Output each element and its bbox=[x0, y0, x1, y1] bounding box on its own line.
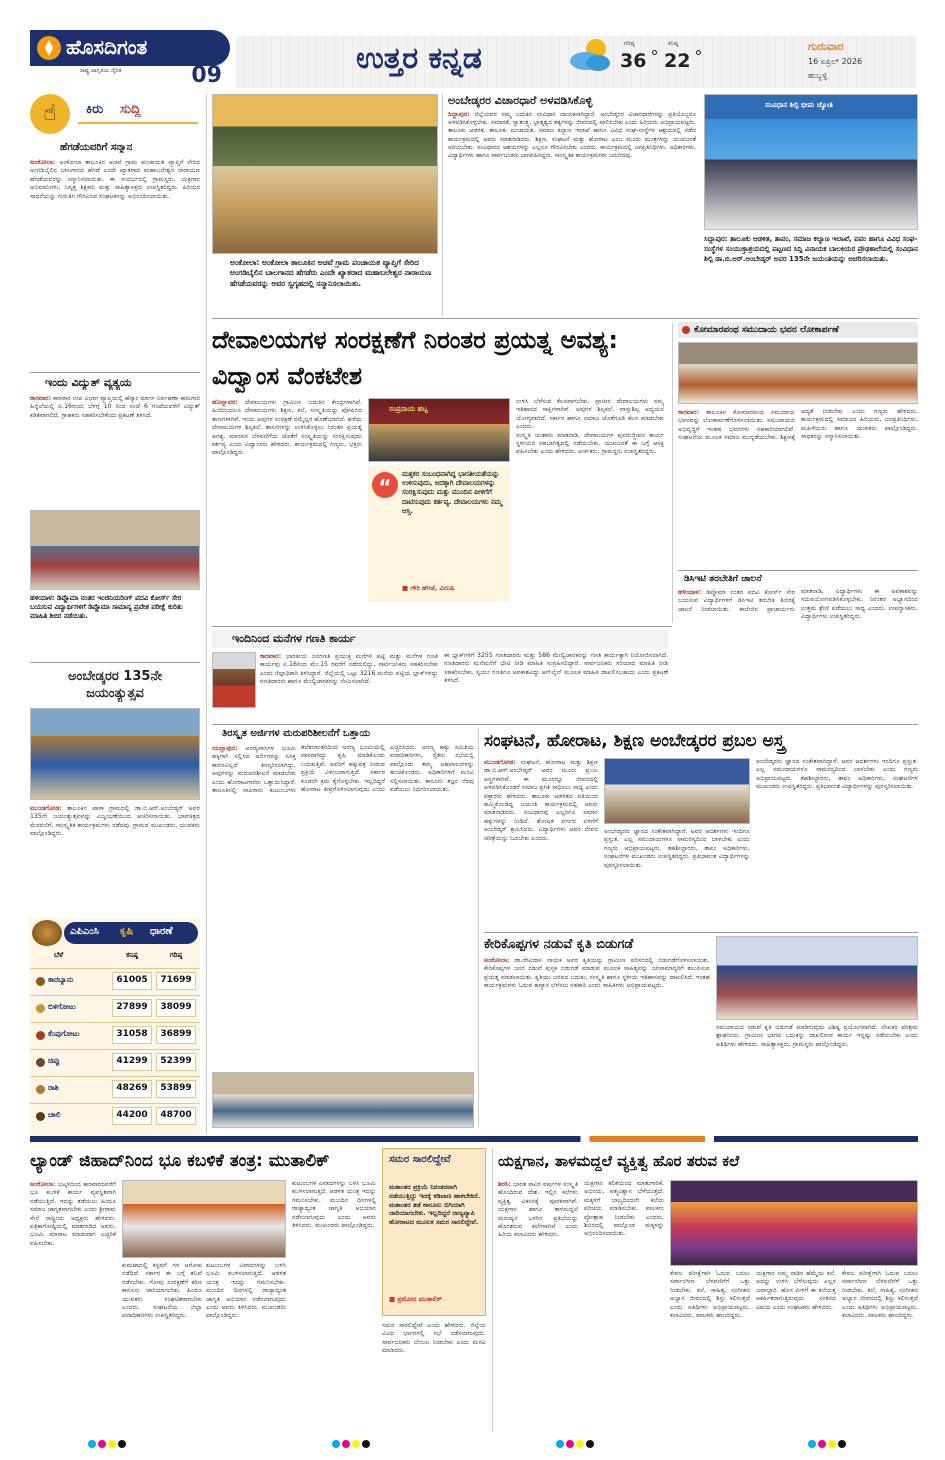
sanghatane-body-col1 bbox=[484, 758, 598, 928]
registration-marks bbox=[332, 1440, 382, 1450]
samara-box-title: ಸಮರ ಸಾರಲಿದ್ದೇವೆ bbox=[389, 1154, 451, 1165]
stage-banner-text: ಸಂವಿಧಾನ ಶಿಲ್ಪಿ ಭೀಮ ಜ್ಯೋತಿ bbox=[765, 101, 833, 109]
col-min: ಕನಿಷ್ಠ bbox=[126, 951, 138, 959]
temple-event-photo bbox=[368, 398, 510, 462]
crop-name: ಕಾರಬ್ಯಾನು bbox=[48, 975, 74, 984]
apmc-price-table bbox=[30, 918, 200, 1136]
body-text: ತಾಲೂಕಿನ ಪಾಳಾ ಗ್ರಾಮದಲ್ಲಿ ಡಾ.ಬಿ.ಆರ್.ಅಂಬೇಡ್ಕರ್ ಅವರ 135ನೇ ಜಯಂತ್ಯುತ್ಸವವನ್ನು ವಿಜೃಂಭಣೆಯಿಂದ ಆಚರಿಸಲಾಯಿತು. ಭಾವಚಿತ್ರದ ಮೆರವಣಿಗೆ, ಸಾಂಸ್ಕೃತಿಕ ಕಾರ್ಯಕ್ರಮಗಳು ನಡೆದವು. ಗ್ರಾಮದ ಮುಖಂಡರು, ಯುವಕರು ಪಾಲ್ಗೊಂಡಿದ್ದರು. bbox=[30, 805, 200, 838]
col-crop: ಬೆಳೆ bbox=[54, 951, 64, 959]
body-text: ಡಾ.ದೇವಿದಾಸ ನಾಯಕ ಅವರ ಕೃತಿಯನ್ನು ಗ್ರಾಮೀಣ ಪರಿಸರದಲ್ಲಿ ಬಿಡುಗಡೆಗೊಳಿಸಲಾಯಿತು. ಕೇರಿಕೊಪ್ಪಗಳ ಜನರ ನಡುವೆ ಪುಸ್ತಕ ಬಿಡುಗಡೆ ಮಾಡುವ ಮೂಲಕ ಸಾಹಿತ್ಯವನ್ನು ಜನಸಾಮಾನ್ಯರಿಗೆ ತಲುಪಿಸುವ ಪ್ರಯತ್ನ ಮಾಡಲಾಯಿತು. ಕೃತಿಯು ಜನಪದ ಬದುಕು, ಸಂಸ್ಕೃತಿ ಹಾಗೂ ಸ್ಥಳೀಯ ಇತಿಹಾಸವನ್ನು ದಾಖಲಿಸಿದೆ. ಇಂತಹ ಕಾರ್ಯಕ್ರಮಗಳು ಓದುವ ಹವ್ಯಾಸ ಬೆಳೆಸಲು ಸಹಕಾರಿ ಎಂದು ಸಾಹಿತಿಗಳು ಅಭಿಪ್ರಾಯಪಟ್ಟರು. bbox=[484, 957, 710, 990]
crop-name: ಬಿಳಿಗೋಟು bbox=[48, 1002, 76, 1011]
page-number: 09 bbox=[191, 64, 222, 88]
min-price: 44200 bbox=[116, 1110, 148, 1120]
kirusuddi-header bbox=[30, 94, 200, 138]
brief-3-headline: ಅಂಬೇಡ್ಕರರ 135ನೇ ಜಯಂತ್ಯುತ್ಸವ bbox=[68, 669, 162, 701]
body-text: ಜಿಲ್ಲೆಯವರ ನಮ್ಮ ಬದುಕಿನ ಸಂವಿಧಾನ ದಾಯಕನಾಗಿದ್ದಾರೆ. ಅಂಬೇಡ್ಕರರ ವಿಚಾರಧಾರೆಗಳನ್ನು ಪ್ರತಿಯೊಬ್ಬರೂ ಅಳವಡಿಸಿಕೊಳ್ಳಬೇಕು. ಸಮಾನತೆ, ಸ್ವಾತಂತ್ರ್ಯ, ಭ್ರಾತೃತ್ವದ ತತ್ವಗಳನ್ನು ಜೀವನದಲ್ಲಿ ಪಾಲಿಸಬೇಕು ಎಂದು ಹಿರಿಯರು ಅಭಿಪ್ರಾಯಪಟ್ಟರು. ತಾಲೂಕು ಆಡಳಿತ, ತಾಲೂಕು ಪಂಚಾಯತ, ಸಮಾಜ ಕಲ್ಯಾಣ ಇಲಾಖೆ ಹಾಗೂ ವಿವಿಧ ಸಂಘ-ಸಂಸ್ಥೆಗಳ ಆಶ್ರಯದಲ್ಲಿ ನಡೆದ ಕಾರ್ಯಕ್ರಮದಲ್ಲಿ ಅವರು ಮಾತನಾಡಿದರು. ಶಿಕ್ಷಣ, ಸಂಘಟನೆ ಮತ್ತು ಹೋರಾಟ ಎಂಬ ಮೂರು ಮಂತ್ರಗಳನ್ನು ಯುವಜನತೆ ಅರಿಯಬೇಕು. ಸಂವಿಧಾನದ ಆಶಯಗಳನ್ನು ಎಲ್ಲರೂ ಗೌರವಿಸಬೇಕು ಎಂದರು. ಕಾರ್ಯಕ್ರಮದಲ್ಲಿ ಜನಪ್ರತಿನಿಧಿಗಳು, ಅಧಿಕಾರಿಗಳು, ವಿದ್ಯಾರ್ಥಿಗಳು ಹಾಗೂ ಸಾರ್ವಜನಿಕರು ಭಾಗವಹಿಸಿದ್ದರು. ಸಾಂಸ್ಕೃತಿಕ ಕಾರ್ಯಕ್ರಮಗಳು ಜರುಗಿದವು. bbox=[448, 111, 696, 160]
hand-icon: ☝ bbox=[30, 94, 70, 134]
col-max: ಗರಿಷ್ಠ bbox=[169, 951, 183, 959]
temp-min-label: ಕನಿಷ್ಠ bbox=[668, 40, 679, 47]
yakshagana-body-col3: ಕೇವಲ ಪರೀಕ್ಷೆಗಾಗಿ ಓದುವ ಬದಲು ಸರ್ವಾಂಗೀಣ ಬೆಳವಣಿಗೆಗೆ ಒತ್ತು ನೀಡಬೇಕು. ಕಲೆ, ಸಾಹಿತ್ಯ, ಸಂಗೀತದ ಅಭ್ಯಾಸ ಜೀವನದಲ್ಲಿ ಶಿಸ್ತು ಕಲಿಸುತ್ತದೆ ಎಂದು ಅತಿಥಿಗಳು ಅಭಿಪ್ರಾಯಪಟ್ಟರು. ಕಲಾವಿದರು, ಪಾಲಕರು ಹಾಜರಿದ್ದರು. bbox=[670, 1270, 750, 1320]
max-price: 38099 bbox=[160, 1002, 192, 1012]
samara-box-body: ಮತಾಂತರ ಪ್ರಕ್ರಿಯೆ ನಿರಂತರವಾಗಿ ನಡೆಯುತ್ತಿದ್ದು ಇದಕ್ಕೆ ಕಡಿವಾಣ ಹಾಕಬೇಕಿದೆ. ಮತಾಂತರ ತಡೆ ಕಾನೂನು ಬಿಗಿಯಾಗಿ ಜಾರಿಯಾಗಬೇಕು. ಇಲ್ಲದಿದ್ದರೆ ರಾಜ್ಯವ್ಯಾಪಿ ಹೋರಾಟದ ಮೂಲಕ ಸಮರ ಸಾರಲಿದ್ದೇವೆ. bbox=[389, 1183, 481, 1227]
areca-bullet-icon bbox=[36, 977, 45, 986]
crop-name: ರಾಶಿ bbox=[48, 1083, 59, 1092]
areca-icon bbox=[32, 920, 62, 946]
land-jihad-body-col5: ಸಮರ ಸಾರಲಿದ್ದೇವೆ ಎಂದು ಹೇಳಿದರು. ಜಿಲ್ಲೆಯ ವಿವಿಧ ಭಾಗಗಳಲ್ಲಿ ಸಭೆ ನಡೆಸಲಾಗುವುದು. ಸಾರ್ವಜನಿಕರು ಬೆಂಬಲ ನೀಡಬೇಕು ಎಂದು ಮನವಿ ಮಾಡಿದರು. bbox=[382, 1322, 486, 1355]
body-text: ಸಂಘಟನೆ, ಹೋರಾಟ ಮತ್ತು ಶಿಕ್ಷಣ ಡಾ.ಬಿ.ಆರ್.ಅಂಬೇಡ್ಕರ್ ಅವರ ಮೂರು ಪ್ರಬಲ ಅಸ್ತ್ರಗಳಾಗಿವೆ. ಈ ಮೂರನ್ನೂ ಜೀವನದಲ್ಲಿ ಅಳವಡಿಸಿಕೊಂಡರೆ ಸಮಾಜ ಪ್ರಗತಿ ಸಾಧಿಸಲು ಸಾಧ್ಯ ಎಂದು ವಕ್ತಾರರು ಹೇಳಿದರು. ತಾಲೂಕು ಆಡಳಿತದ ವತಿಯಿಂದ ಹಮ್ಮಿಕೊಂಡಿದ್ದ ಜಯಂತಿ ಕಾರ್ಯಕ್ರಮದಲ್ಲಿ ಅವರು ಮಾತನಾಡಿದರು. ಸಂವಿಧಾನವು ಎಲ್ಲರಿಗೂ ಸಮಾನ ಹಕ್ಕುಗಳನ್ನು ನೀಡಿದೆ. ಶೋಷಿತ ವರ್ಗದ ಏಳಿಗೆಗೆ ಅಂಬೇಡ್ಕರ್ ಶ್ರಮಿಸಿದರು. ವಿದ್ಯಾರ್ಥಿಗಳು ಅವರ ಜೀವನ ಚರಿತ್ರೆಯನ್ನು ಓದಬೇಕು ಎಂದರು. bbox=[484, 759, 598, 842]
land-jihad-body-col4: ಕುಟುಂಬಗಳ ವಿವಾದಗಳನ್ನು ಬಳಸಿ ಭೂಮಿ ಕಬಳಿಸಲಾಗುತ್ತಿದೆ. ಆಡಳಿತ ಯಂತ್ರ ಇದನ್ನು ಗಮನಿಸಬೇಕು. ಮುಂದಿನ ದಿನಗಳಲ್ಲಿ ರಾಜ್ಯಾದ್ಯಂತ ಜಾಗೃತಿ ಅಭಿಯಾನ ನಡೆಸಲಾಗುವುದು ಎಂದು ಅವರು ತಿಳಿಸಿದರು. ಮುಖಂಡರು ಪಾಲ್ಗೊಂಡಿದ್ದರು. bbox=[292, 1180, 376, 1230]
masthead bbox=[0, 0, 945, 92]
rejected-applications-headline: ತಿರಸ್ಕೃತ ಅರ್ಜಿಗಳ ಮರುಪರಿಶೀಲನೆಗೆ ಒತ್ತಾಯ bbox=[222, 728, 371, 739]
census-headline: ಇಂದಿನಿಂದ ಮನೆಗಳ ಗಣತಿ ಕಾರ್ಯ bbox=[232, 632, 356, 645]
table-title-c: ಧಾರಣೆ bbox=[150, 926, 173, 937]
book-release-headline: ಕೇರಿಕೊಪ್ಪಗಳ ನಡುವೆ ಕೃತಿ ಬಿಡುಗಡೆ bbox=[484, 937, 634, 952]
min-price: 31058 bbox=[116, 1029, 148, 1039]
brief-2-headline: ಇಂದು ವಿದ್ಯುತ್ ವ್ಯತ್ಯಯ bbox=[45, 376, 132, 389]
areca-bullet-icon bbox=[36, 1112, 45, 1121]
registration-marks bbox=[88, 1440, 138, 1450]
felicitation-photo bbox=[212, 94, 438, 254]
brand-tagline: ರಾಷ್ಟ್ರ ಜಾಗೃತಿಯ ದೈನಿಕ bbox=[80, 68, 122, 74]
areca-bullet-icon bbox=[36, 1085, 45, 1094]
column-header-row bbox=[30, 950, 200, 964]
dateline: ಹಳಿಯಾಳ: bbox=[678, 588, 702, 596]
table-row bbox=[30, 1022, 200, 1046]
dcet-body bbox=[678, 588, 918, 728]
book-release-body bbox=[484, 956, 710, 1128]
yakshagana-body-col5: ಕೇವಲ ಪರೀಕ್ಷೆಗಾಗಿ ಓದುವ ಬದಲು ಸರ್ವಾಂಗೀಣ ಬೆಳವಣಿಗೆಗೆ ಒತ್ತು ನೀಡಬೇಕು. ಕಲೆ, ಸಾಹಿತ್ಯ, ಸಂಗೀತದ ಅಭ್ಯಾಸ ಜೀವನದಲ್ಲಿ ಶಿಸ್ತು ಕಲಿಸುತ್ತದೆ ಎಂದು ಅತಿಥಿಗಳು ಅಭಿಪ್ರಾಯಪಟ್ಟರು. ಕಲಾವಿದರು, ಪಾಲಕರು ಹಾಜರಿದ್ದರು. bbox=[842, 1270, 918, 1320]
official-portrait bbox=[212, 652, 256, 708]
dateline: ಅಂಕೋಲಾ: bbox=[30, 1180, 56, 1188]
yakshagana-body-col4: ಯಕ್ಷಗಾನ ನಮ್ಮ ನಾಡಿನ ಹೆಮ್ಮೆಯ ಕಲೆ. ಅದನ್ನು ಉಳಿಸಿ ಬೆಳೆಸುವುದು ಎಲ್ಲರ ಜವಾಬ್ದಾರಿ. ಹೊಸ ಪೀಳಿಗೆ ಈ ಕಲೆಯತ್ತ ಆಕರ್ಷಿತರಾಗುತ್ತಿರುವುದು ಸಂತಸದ ವಿಷಯ ಎಂದು ಸಂಘಟಕರು ಹೇಳಿದರು. bbox=[756, 1270, 836, 1311]
table-row bbox=[30, 1103, 200, 1127]
dateline: ಸಿದ್ದಾಪುರ: bbox=[448, 110, 470, 118]
body-text: ಅಂಕೋಲಾ ತಾಲೂಕಿನ ಅಚವೆ ಗ್ರಾಮ ಪಂಚಾಯತ ವ್ಯಾಪ್ತಿಗೆ ಸೇರಿದ ಅಂಗಡಿಬೈಲಿನ ಬಾಲಗಾನದ ಹೆಗಡೆ ಎಂದೇ ಖ್ಯಾತರಾದ ಮಹಾಬಲೇಶ್ವರ ನಾರಾಯಣ ಹೆಗಡೆಯವರನ್ನು ಸನ್ಮಾನಿಸಲಾಯಿತು. ಈ ಸಂದರ್ಭದಲ್ಲಿ ಗ್ರಾಮಸ್ಥರು, ಯಕ್ಷಗಾನ ಅಭಿಮಾನಿಗಳು, ನಿವೃತ್ತ ಶಿಕ್ಷಕರು ಮತ್ತು ಸಾಹಿತ್ಯಾಸಕ್ತರು ಉಪಸ್ಥಿತರಿದ್ದರು. ಹಿರಿಯರ ಸಾಧನೆಯನ್ನು ಗುರುತಿಸಿ ಗೌರವಿಸಿದ ಸಂಘಟಕರನ್ನು ಅಭಿನಂದಿಸಲಾಯಿತು. bbox=[30, 159, 200, 200]
pull-quote bbox=[368, 466, 510, 602]
body-text: ಭಾರತೀಯ ಜನಗಣತಿ ಪ್ರಯುಕ್ತ ಮನೆಗಳ ಪಟ್ಟಿ ಮತ್ತು ಮನೆಗಳ ಗಣತಿ ಕಾರ್ಯವು ಏ.16ರಿಂದ ಮೇ.15 ರವರೆಗೆ ನಡೆಯಲಿದ್ದು, ಸಾರ್ವಜನಿಕರು ಸಹಕರಿಸಬೇಕು ಎಂದು ಜಿಲ್ಲಾಧಿಕಾರಿ ತಿಳಿಸಿದ್ದಾರೆ. ಜಿಲ್ಲೆಯಲ್ಲಿ ಒಟ್ಟು 3216 ಮನೆಯ ಪಟ್ಟಿಯ ಬ್ಲಾಕ್‌ಗಳಿದ್ದು ಗಣತಿದಾರರು ಹಾಗೂ ಮೇಲ್ವಿಚಾರಕರನ್ನು ನೇಮಿಸಲಾಗಿದೆ. bbox=[260, 653, 438, 686]
komarapanth-body bbox=[678, 408, 918, 566]
dcet-headline: ಡಿಸಿಇಟಿ ತರಬೇತಿಗೆ ಚಾಲನೆ bbox=[684, 574, 762, 584]
max-price: 48700 bbox=[160, 1110, 192, 1120]
section-divider bbox=[30, 1136, 918, 1142]
dateline: ಕಾರವಾರ: bbox=[30, 394, 52, 402]
land-jihad-body-col1 bbox=[30, 1180, 116, 1430]
rejected-applications-body bbox=[212, 744, 474, 1066]
crop-name: ಚಿಪ್ಪು bbox=[48, 1056, 60, 1065]
brief-1-headline: ಹೆಗಡೆಯವರಿಗೆ ಸನ್ಮಾನ bbox=[60, 142, 133, 153]
areca-bullet-icon bbox=[36, 1058, 45, 1067]
samara-box bbox=[382, 1148, 486, 1316]
quote-author: ಗೌರಿ ಹೆಗಡೆ, ವಿದುಷಿ bbox=[410, 584, 455, 592]
temple-body-col1 bbox=[212, 398, 362, 622]
body-text: ಡಿಪ್ಲೊಮಾ ನಂತರ ಪದವಿ ಕೋರ್ಸ್ ಸೇರ ಬಯಸುವ ವಿದ್ಯಾರ್ಥಿಗಳಿಗೆ ಡಿಸಿಇಟಿ ತರಬೇತಿ ಶಿಬಿರಕ್ಕೆ ಚಾಲನೆ ನೀಡಲಾಯಿತು. ಕಾಲೇಜಿನ ಪ್ರಾಚಾರ್ಯರು ಮಾತನಾಡಿ, ವಿದ್ಯಾರ್ಥಿಗಳು ಈ ಅವಕಾಶವನ್ನು ಸದುಪಯೋಗಪಡಿಸಿಕೊಳ್ಳಬೇಕು. ನಿರಂತರ ಅಭ್ಯಾಸದಿಂದ ಉತ್ತಮ ಶ್ರೇಣಿ ಪಡೆಯಲು ಸಾಧ್ಯ ಎಂದರು. ಉಪನ್ಯಾಸಕರು, ವಿದ್ಯಾರ್ಥಿಗಳು ಉಪಸ್ಥಿತರಿದ್ದರು. bbox=[678, 588, 918, 621]
ambedkar-jayanti-stage-photo bbox=[704, 94, 918, 230]
table-row bbox=[30, 995, 200, 1019]
min-price: 61005 bbox=[116, 975, 148, 985]
registration-marks bbox=[556, 1440, 606, 1450]
brief-3-body bbox=[30, 804, 200, 914]
min-price: 41299 bbox=[116, 1056, 148, 1066]
body-text: ತಾಲೂಕಿನ ಕೋಮಾರಪಂಥ ಸಮುದಾಯ ಭವನವನ್ನು ಲೋಕಾರ್ಪಣೆಗೊಳಿಸಲಾಯಿತು. ಸಮುದಾಯದ ಅಭಿವೃದ್ಧಿಗೆ ಇಂತಹ ಭವನಗಳು ಸಹಕಾರಿಯಾಗಲಿವೆ. ಸಂಘಟನೆಯ ಮೂಲಕ ಸಮಾಜ ಮುನ್ನಡೆಯಬೇಕು. ಶಿಕ್ಷಣಕ್ಕೆ ಆದ್ಯತೆ ನೀಡಬೇಕು ಎಂದು ಗಣ್ಯರು ಹೇಳಿದರು. ಕಾರ್ಯಕ್ರಮದಲ್ಲಿ ಸಮಾಜದ ಹಿರಿಯರು, ಜನಪ್ರತಿನಿಧಿಗಳು, ಮಹಿಳೆಯರು ಹಾಗೂ ಯುವಕರು ಪಾಲ್ಗೊಂಡಿದ್ದರು. ಸಾಧಕರನ್ನು ಸನ್ಮಾನಿಸಲಾಯಿತು. bbox=[678, 408, 918, 442]
felicitation-caption: ಅಂಕೋಲಾ: ಅಂಕೋಲಾ ತಾಲೂಕಿನ ಅಚವೆ ಗ್ರಾಮ ಪಂಚಾಯತ ವ್ಯಾಪ್ತಿಗೆ ಸೇರಿದ ಅಂಗಡಿಬೈಲಿನ ಬಾಲಗಾನದ ಹೆಗಡೆರು ಎಂದೇ ಖ್ಯಾತರಾದ ಮಹಾಬಲೇಶ್ವರ ನಾರಾಯಣ ಹೆಗಡೆಯವರನ್ನು ಅವರ ಸ್ವಗೃಹದಲ್ಲಿ ಸನ್ಮಾನಿಸಲಾಯಿತು. bbox=[230, 258, 432, 288]
quote-text: ಮತ್ತಕರ ಸಂಬಂಧವಾಗಿದ್ದ ಭಾರತೀಯತೆಯನ್ನು ಉಳಿಸುವುದು, ಅದಕ್ಕಾಗಿ ದೇವಾಲಯಗಳನ್ನು ಸಂರಕ್ಷಿಸುವುದು ಮತ್ತು ಮುಂದಿನ ಪೀಳಿಗೆಗೆ ದಾಟಿಸುವುದು ಕರ್ತವ್ಯ. ದೇವಾಲಯಗಳು ನಮ್ಮ ಆಸ್ತಿ. bbox=[402, 470, 503, 515]
brand-logo-icon bbox=[36, 35, 62, 61]
body-text: ಭಟ್ಕಳದಿಂದ ಕಾರವಾರದವರೆಗೆ ಭೂ ಕಬಳಿಕೆ ಕಾರ್ಯ ವ್ಯವಸ್ಥಿತವಾಗಿ ನಡೆಯುತ್ತಿದೆ. ಇದನ್ನು ತಡೆಯಲು ಹಿಂದೂ ಸಮಾಜ ಜಾಗೃತವಾಗಬೇಕು ಎಂದು ಶ್ರೀರಾಮ ಸೇನೆ ರಾಷ್ಟ್ರೀಯ ಅಧ್ಯಕ್ಷರು ಹೇಳಿದರು. ಪತ್ರಿಕಾಗೋಷ್ಠಿಯಲ್ಲಿ ಮಾತನಾಡಿದ ಅವರು, ಭೂಮಿ ಮಾರಾಟ ಮಾಡುವಾಗ ಎಚ್ಚರಿಕೆ ವಹಿಸಬೇಕು. bbox=[30, 1181, 116, 1247]
brief-1-body bbox=[30, 158, 200, 368]
dateline: ಹೊನ್ನಾವರ: bbox=[212, 398, 238, 406]
edition-title: ಉತ್ತರ ಕನ್ನಡ bbox=[356, 41, 482, 76]
census-body-col1 bbox=[260, 652, 438, 718]
weekday: ಗುರುವಾರ bbox=[808, 40, 844, 53]
jayanti-procession-photo bbox=[30, 708, 200, 800]
body-text: ಭಾರತ ಸಾವಿರ ವರ್ಷಗಳ ಸಂಸ್ಕೃತಿ ಹೊಂದಿರುವ ದೇಶ. ಇಲ್ಲಿನ ಕಲೆಗಳು ವ್ಯಕ್ತಿತ್ವ ವಿಕಸನಕ್ಕೆ ಪೂರಕವಾಗಿವೆ. ಯಕ್ಷಗಾನ ಹಾಗೂ ತಾಳಮದ್ದಲೆ ಮನುಷ್ಯನ ಒಳಗಿನ ಪ್ರತಿಭೆಯನ್ನು ಹೊರತರುವ ಕಲೆಗಳಾಗಿವೆ ಎಂದು ಹಿರಿಯ ಕಲಾವಿದರು ಹೇಳಿದರು. bbox=[498, 1181, 578, 1239]
degree-icon bbox=[652, 50, 657, 55]
dateline: ಕಾರವಾರ: bbox=[260, 652, 282, 660]
land-jihad-body-col2: ಕುಮಟಾದಲ್ಲಿ ಕಸ್ಟಮ್ ಗಳ ಆರೋಪ ನಡೆದಿದೆ. ಸರ್ಕಾರ ಈ ಬಗ್ಗೆ ತನಿಖೆ ನಡೆಸಬೇಕು. ಗೋವು ಸಂರಕ್ಷಣೆಗೆ ಕಠಿಣ ಕಾನೂನು ಜಾರಿಯಾಗಬೇಕು. ಹಿಂದೂ ಯುವಕರು ಸಂಘಟಿತರಾಗಬೇಕು ಎಂದರು. ಸಂಘಟನೆಯ ಜಿಲ್ಲಾ ಪದಾಧಿಕಾರಿಗಳು ಉಪಸ್ಥಿತರಿದ್ದರು. bbox=[122, 1262, 202, 1320]
max-price: 71699 bbox=[160, 975, 192, 985]
table-row bbox=[30, 968, 200, 992]
dateline: ಮುಂಡಗೋಡ: bbox=[484, 758, 516, 766]
ambedkar-siddapur-body bbox=[448, 110, 696, 316]
areca-bullet-icon bbox=[36, 1004, 45, 1013]
table-row bbox=[30, 1049, 200, 1073]
max-price: 36899 bbox=[160, 1029, 192, 1039]
body-text: ದೇವಾಲಯಗಳು ಗ್ರಾಮೀಣ ಬದುಕಿನ ಕೇಂದ್ರಗಳಾಗಿವೆ. ಹಿಂದಿನಿಂದಲೂ ದೇವಾಲಯಗಳು ಶಿಕ್ಷಣ, ಕಲೆ, ಸಂಸ್ಕೃತಿಯನ್ನು ಪೋಷಿಸಿದ ತಾಣಗಳಾಗಿವೆ. ಇಂದು ಅವುಗಳ ಸಂರಕ್ಷಣೆ ನಮ್ಮೆಲ್ಲರ ಹೊಣೆಯಾಗಿದೆ. ಹಳೆಯ ದೇವಾಲಯಗಳ ಶಿಲ್ಪಕಲೆ, ಶಾಸನಗಳನ್ನು ಉಳಿಸಿಕೊಳ್ಳಲು ನಿರಂತರ ಪ್ರಯತ್ನ ಅಗತ್ಯ. ಮಾನವನ ಬೆಳವಣಿಗೆಯ ಜೊತೆಗೆ ಸಂಸ್ಕೃತಿಯನ್ನು ಸಂರಕ್ಷಿಸುವುದು ಕರ್ತವ್ಯ ಎಂದು ವಿದ್ವಾಂಸರು ಹೇಳಿದರು. ಕಾರ್ಯಕ್ರಮದಲ್ಲಿ ಗಣ್ಯರು, ಭಕ್ತರು ಪಾಲ್ಗೊಂಡಿದ್ದರು. bbox=[212, 399, 362, 457]
samara-box-byline: ■ ಪ್ರಮೋದ ಮುತಾಲಿಕ್ bbox=[389, 1295, 442, 1303]
land-jihad-body-col3: ಕುಟುಂಬಗಳ ವಿವಾದಗಳನ್ನು ಬಳಸಿ ಭೂಮಿ ಕಬಳಿಸಲಾಗುತ್ತಿದೆ. ಆಡಳಿತ ಯಂತ್ರ ಇದನ್ನು ಗಮನಿಸಬೇಕು. ಮುಂದಿನ ದಿನಗಳಲ್ಲಿ ರಾಜ್ಯಾದ್ಯಂತ ಜಾಗೃತಿ ಅಭಿಯಾನ ನಡೆಸಲಾಗುವುದು ಎಂದು ಅವರು ತಿಳಿಸಿದರು. ಮುಖಂಡರು ಪಾಲ್ಗೊಂಡಿದ್ದರು. bbox=[206, 1262, 286, 1320]
yakshagana-body-col1 bbox=[498, 1180, 578, 1430]
partly-cloudy-icon bbox=[562, 34, 618, 74]
brand-name: ಹೊಸದಿಗಂತ bbox=[66, 35, 148, 59]
community-hall-photo bbox=[678, 342, 918, 404]
min-price: 48269 bbox=[116, 1083, 148, 1093]
table-title-a: ಎಪಿಎಂಸಿ bbox=[70, 926, 99, 937]
book-release-photo bbox=[716, 936, 918, 1020]
sanghatane-body-col2: ಅಂಬೇಡ್ಕರರು ಜ್ಞಾನದ ಸಂಕೇತವಾಗಿದ್ದಾರೆ. ಅವರ ಆದರ್ಶಗಳು ಇಂದಿಗೂ ಪ್ರಸ್ತುತ. ಎಲ್ಲ ಸಮುದಾಯಗಳೂ ಸಾಮರಸ್ಯದಿಂದ ಬಾಳಬೇಕು ಎಂದು ಗಣ್ಯರು ಅಭಿಪ್ರಾಯಪಟ್ಟರು. ತಹಶೀಲ್ದಾರರು, ತಾಪಂ ಅಧಿಕಾರಿಗಳು, ಸಂಘಟನೆಗಳ ಮುಖಂಡರು ಉಪಸ್ಥಿತರಿದ್ದರು. ಪ್ರತಿಭಾವಂತ ವಿದ್ಯಾರ್ಥಿಗಳನ್ನು ಪುರಸ್ಕರಿಸಲಾಯಿತು. bbox=[604, 828, 750, 869]
max-price: 52399 bbox=[160, 1056, 192, 1066]
samara-box-author: ಪ್ರಮೋದ ಮುತಾಲಿಕ್ bbox=[397, 1295, 442, 1303]
max-price: 53899 bbox=[160, 1083, 192, 1093]
event-banner: ಸಂಪ್ರದಾಯ ಹಬ್ಬ bbox=[389, 405, 428, 413]
students-group-photo bbox=[30, 510, 200, 590]
sanghatane-body-col3: ಅಂಬೇಡ್ಕರರು ಜ್ಞಾನದ ಸಂಕೇತವಾಗಿದ್ದಾರೆ. ಅವರ ಆದರ್ಶಗಳು ಇಂದಿಗೂ ಪ್ರಸ್ತುತ. ಎಲ್ಲ ಸಮುದಾಯಗಳೂ ಸಾಮರಸ್ಯದಿಂದ ಬಾಳಬೇಕು ಎಂದು ಗಣ್ಯರು ಅಭಿಪ್ರಾಯಪಟ್ಟರು. ತಹಶೀಲ್ದಾರರು, ತಾಪಂ ಅಧಿಕಾರಿಗಳು, ಸಂಘಟನೆಗಳ ಮುಖಂಡರು ಉಪಸ್ಥಿತರಿದ್ದರು. ಪ್ರತಿಭಾವಂತ ವಿದ್ಯಾರ್ಥಿಗಳನ್ನು ಪುರಸ್ಕರಿಸಲಾಯಿತು. bbox=[756, 758, 918, 791]
brand-block bbox=[30, 30, 230, 88]
crop-name: ಚಾಲಿ bbox=[48, 1110, 61, 1119]
dateline: ಶಿರಸಿ: bbox=[498, 1180, 512, 1188]
areca-bullet-icon bbox=[36, 1031, 45, 1040]
body-text: ಅರಣ್ಯವಾಸಿಗಳ ಭೂಮಿ ಹಕ್ಕಿಗಾಗಿ ಸಲ್ಲಿಸಿದ ಅರ್ಜಿಗಳನ್ನು ಸೂಕ್ತ ಕಾರಣವಿಲ್ಲದೆ ತಿರಸ್ಕರಿಸಲಾಗಿದ್ದು, ಅವುಗಳನ್ನು ಮರುಪರಿಶೀಲನೆ ಮಾಡಬೇಕು ಎಂದು ಹೋರಾಟಗಾರರು ಒತ್ತಾಯಿಸಿದ್ದಾರೆ. ತಾಲೂಕಿನಲ್ಲಿ ಸಾವಿರಾರು ಕುಟುಂಬಗಳು ತಲೆತಲಾಂತರದಿಂದ ಅರಣ್ಯ ಭೂಮಿಯಲ್ಲಿ ವಾಸವಾಗಿದ್ದು ಕೃಷಿ ಮಾಡಿಕೊಂಡು ಬದುಕುತ್ತಿವೆ. ಅವರಿಗೆ ಹಕ್ಕುಪತ್ರ ನೀಡುವ ಪ್ರಕ್ರಿಯೆ ವಿಳಂಬವಾಗುತ್ತಿದೆ. ಸರ್ಕಾರ ಕೂಡಲೇ ಕ್ರಮ ಕೈಗೊಳ್ಳಬೇಕು. ಇಲ್ಲದಿದ್ದರೆ ಹೋರಾಟ ತೀವ್ರಗೊಳಿಸಲಾಗುವುದು ಎಂದು ಎಚ್ಚರಿಸಿದರು. ಅರಣ್ಯ ಹಕ್ಕು ಸಮಿತಿಯ ಪದಾಧಿಕಾರಿಗಳು, ರೈತರು ಸಭೆಯಲ್ಲಿ ಪಾಲ್ಗೊಂಡು ತಮ್ಮ ಅಹವಾಲುಗಳನ್ನು ಹಂಚಿಕೊಂಡರು. ಅಧಿಕಾರಿಗಳಿಗೆ ಮನವಿ ಸಲ್ಲಿಸಲಾಯಿತು. ಕಾನೂನು ತಜ್ಞರ ನೆರವು ಪಡೆಯಲು ನಿರ್ಧರಿಸಲಾಯಿತು. bbox=[212, 744, 474, 795]
photo-caption: ಹಳಿಯಾಳ: ಡಿಪ್ಲೊಮಾ ನಂತರ ಇಂಜಿನಿಯರಿಂಗ್ ಪದವಿ ಕೋರ್ಸ್ ಸೇರ ಬಯಸುವ ವಿದ್ಯಾರ್ಥಿಗಳಿಗೆ ಡಿಪ್ಲೊಮಾ ಸಾಮಾನ್ಯ ಪ್ರವೇಶ ಪರೀಕ್ಷೆ ಕುರಿತು ಮಾಹಿತಿ ಶಿಬಿರ ನಡೆಯಿತು. bbox=[30, 594, 183, 620]
temp-max-label: ಗರಿಷ್ಠ bbox=[624, 40, 635, 47]
quote-icon: “ bbox=[372, 472, 398, 498]
ambedkar-siddapur-caption: ಸಿದ್ದಾಪುರ: ತಾಲೂಕು ಆಡಳಿತ, ತಾಪಂ, ಸಮಾಜ ಕಲ್ಯಾಣ ಇಲಾಖೆ, ಪಪಂ ಹಾಗೂ ವಿವಿಧ ಸಂಘ-ಸಂಸ್ಥೆಗಳ ಸಂಯುಕ್ತಾಶ್ರಯದಲ್ಲಿ ಪಟ್ಟಣದ ಸಿದ್ದಿ ವಿನಾಯಕ ಬಾಲಕಿಯರ ಪ್ರೌಢಶಾಲೆಯಲ್ಲಿ ಸಂವಿಧಾನ ಶಿಲ್ಪಿ ಡಾ.ಬಿ.ಆರ್.ಅಂಬೇಡ್ಕರ್ ಅವರ 135ನೇ ಜಯಂತಿಯನ್ನು ಆಚರಿಸಲಾಯಿತು. bbox=[704, 235, 918, 264]
temple-conservation-headline: ದೇವಾಲಯಗಳ ಸಂರಕ್ಷಣೆಗೆ ನಿರಂತರ ಪ್ರಯತ್ನ ಅವಶ್ಯ: ವಿದ್ವಾಂಸ ವೆಂಕಟೇಶ bbox=[212, 326, 618, 390]
sanghatane-headline: ಸಂಘಟನೆ, ಹೋರಾಟ, ಶಿಕ್ಷಣ ಅಂಬೇಡ್ಕರರ ಪ್ರಬಲ ಅಸ್ತ್ರ bbox=[484, 731, 785, 751]
yakshagana-headline: ಯಕ್ಷಗಾನ, ತಾಳಮದ್ದಲೆ ವ್ಯಕ್ತಿತ್ವ ಹೊರ ತರುವ ಕಲೆ bbox=[498, 1152, 740, 1170]
city: ಹುಬ್ಬಳ್ಳಿ bbox=[808, 71, 828, 80]
yakshagana-performance-photo bbox=[670, 1180, 918, 1266]
temp-min: 22 bbox=[664, 50, 691, 72]
min-price: 27899 bbox=[116, 1002, 148, 1012]
temple-body-col3: ಉಳಿಸಿ ಬೆಳೆಸುವ ಕೆಲಸವಾಗಬೇಕು. ಪ್ರಾಚೀನ ದೇವಾಲಯಗಳು ನಮ್ಮ ಇತಿಹಾಸದ ಸಾಕ್ಷಿಗಳಾಗಿವೆ. ಅವುಗಳ ಶಿಲ್ಪಕಲೆ, ವಾಸ್ತುಶಿಲ್ಪ ಅಧ್ಯಯನ ಯೋಗ್ಯವಾಗಿದೆ. ಸರ್ಕಾರ ಹಾಗೂ ಸಮಾಜ ಜೊತೆಗೂಡಿ ಕೆಲಸ ಮಾಡಬೇಕು ಎಂದರು. ಸಂಸ್ಕೃತಿ ಚಿಂತಕರು ಮಾತನಾಡಿ, ದೇವಾಲಯಗಳ ಪುನರುಜ್ಜೀವನ ಕಾರ್ಯ ಸ್ಥಳೀಯರ ಸಹಭಾಗಿತ್ವದಲ್ಲಿ ನಡೆಯಬೇಕು. ಯುವಜನತೆ ಈ ಬಗ್ಗೆ ಆಸಕ್ತಿ ವಹಿಸಬೇಕು ಎಂದು ಹೇಳಿದರು. ಅರ್ಚಕರು, ಗ್ರಾಮಸ್ಥರು ಉಪಸ್ಥಿತರಿದ್ದರು. bbox=[516, 398, 664, 456]
table-title-b: ಕೃಷಿ bbox=[120, 926, 134, 937]
press-meet-photo bbox=[122, 1180, 286, 1258]
yakshagana-body-col2: ಯಕ್ಷಗಾನ ಕಲಿಕೆಯಿಂದ ಮಾತುಗಾರಿಕೆ, ಅಭಿನಯ, ಆತ್ಮವಿಶ್ವಾಸ ಬೆಳೆಯುತ್ತದೆ. ಮಕ್ಕಳಿಗೆ ಬಾಲ್ಯದಿಂದಲೇ ಕಲೆಯ ಪರಿಚಯ ಮಾಡಿಸಬೇಕು. ಪಾಲಕರು ಪ್ರೋತ್ಸಾಹ ನೀಡಬೇಕು ಎಂದರು. ಶಿಬಿರದಲ್ಲಿ ಪಾಲ್ಗೊಂಡ ಮಕ್ಕಳನ್ನು ಅಭಿನಂದಿಸಲಾಯಿತು. bbox=[584, 1180, 664, 1238]
ambedkar-jayanti-mundgod-photo bbox=[604, 758, 750, 824]
registration-marks bbox=[808, 1440, 858, 1450]
body-text: ಕಾರವಾರ ಉಪ ವಿಭಾಗ ವ್ಯಾಪ್ತಿಯಲ್ಲಿ ಹೆಸ್ಕಾಂ ಮಾರ್ಗ ನಿರ್ವಹಣಾ ಕಾಮಗಾರಿ ಹಿನ್ನೆಲೆಯಲ್ಲಿ ಏ.16ರಂದು ಬೆಳಿಗ್ಗೆ 10 ರಿಂದ ಸಂಜೆ 6 ಗಂಟೆಯವರೆಗೆ ವಿದ್ಯುತ್ ಕಡಿತವಾಗಲಿದೆ. ಗ್ರಾಹಕರು ಸಹಕರಿಸಬೇಕೆಂದು ಪ್ರಕಟಣೆ ತಿಳಿಸಿದೆ. bbox=[30, 395, 200, 419]
date: 16 ಏಪ್ರಿಲ್ 2026 bbox=[808, 57, 863, 66]
degree-icon bbox=[696, 50, 701, 55]
bullet-icon bbox=[682, 326, 690, 334]
dateline: ಯಲ್ಲಾಪುರ: bbox=[212, 744, 238, 752]
komarapanth-headline: ಕೋಮಾರಪಂಥ ಸಮುದಾಯ ಭವನ ಲೋಕಾರ್ಪಣೆ bbox=[694, 325, 839, 335]
book-release-body-2: ಸಮುದಾಯದ ನಡುವೆ ಕೃತಿ ಬಿಡುಗಡೆ ಮಾಡಿರುವುದು ವಿಶಿಷ್ಟ ಪ್ರಯೋಗವಾಗಿದೆ. ಲೇಖಕರ ಪರಿಶ್ರಮ ಶ್ಲಾಘನೀಯ. ಗ್ರಾಮೀಣ ಭಾಗದ ಬದುಕನ್ನು ದಾಖಲಿಸುವ ಕಾರ್ಯ ಇನ್ನಷ್ಟು ನಡೆಯಬೇಕು ಎಂದು ಅತಿಥಿಗಳು ಹೇಳಿದರು. ಸಾಹಿತ್ಯಾಸಕ್ತರು, ಗ್ರಾಮಸ್ಥರು ಪಾಲ್ಗೊಂಡಿದ್ದರು. bbox=[716, 1024, 918, 1048]
quote-attribution: ■ ಗೌರಿ ಹೆಗಡೆ, ವಿದುಷಿ bbox=[402, 584, 455, 592]
ambedkar-siddapur-headline: ಅಂಬೇಡ್ಕರರ ವಿಚಾರಧಾರೆ ಅಳವಡಿಸಿಕೊಳ್ಳಿ bbox=[448, 94, 593, 107]
census-body-col2: ಈ ಬ್ಲಾಕ್‌ಗಳಿಗೆ 3255 ಗಣತಿದಾರರು ಮತ್ತು 586 ಮೇಲ್ವಿಚಾರಕರನ್ನು ಗಣತಿ ಕಾರ್ಯಕ್ಕಾಗಿ ನಿಯೋಜಿಸಲಾಗಿದೆ. ಗಣತಿದಾರರು ಮನೆಮನೆಗೆ ಭೇಟಿ ನೀಡಿ ಮಾಹಿತಿ ಸಂಗ್ರಹಿಸಲಿದ್ದಾರೆ. ಸಾರ್ವಜನಿಕರು ಸರಿಯಾದ ಮಾಹಿತಿ ನೀಡಿ ಸಹಕರಿಸಬೇಕು. ಸ್ವಯಂ ಗಣತಿಗೂ ಅವಕಾಶವಿದ್ದು ಆನ್‌ಲೈನ್ ಮೂಲಕ ಮಾಹಿತಿ ದಾಖಲಿಸಬಹುದು ಎಂದು ಪ್ರಕಟಣೆ ತಿಳಿಸಿದೆ. bbox=[444, 652, 668, 685]
kirusuddi-label-b: ಸುದ್ದಿ bbox=[120, 102, 141, 117]
forest-rights-meeting-photo bbox=[212, 1072, 474, 1128]
dateline: ಅಂಕೋಲಾ: bbox=[30, 158, 56, 166]
dateline: ಅಂಕೋಲಾ: bbox=[484, 956, 510, 964]
crop-name: ಕೆಂಪುಗೋಟು bbox=[48, 1029, 80, 1038]
land-jihad-headline: ಲ್ಯಾಂಡ್ ಜಿಹಾದ್‌ನಿಂದ ಭೂ ಕಬಳಿಕೆ ತಂತ್ರ: ಮುತಾಲಿಕ್ bbox=[30, 1151, 330, 1171]
dateline: ಕಾರವಾರ: bbox=[678, 408, 700, 416]
brief-2-body bbox=[30, 394, 200, 506]
table-row bbox=[30, 1076, 200, 1100]
temp-max: 36 bbox=[620, 50, 647, 72]
dateline: ಮುಂಡಗೋಡ: bbox=[30, 804, 62, 812]
kirusuddi-label-a: ಕಿರು bbox=[86, 102, 104, 117]
